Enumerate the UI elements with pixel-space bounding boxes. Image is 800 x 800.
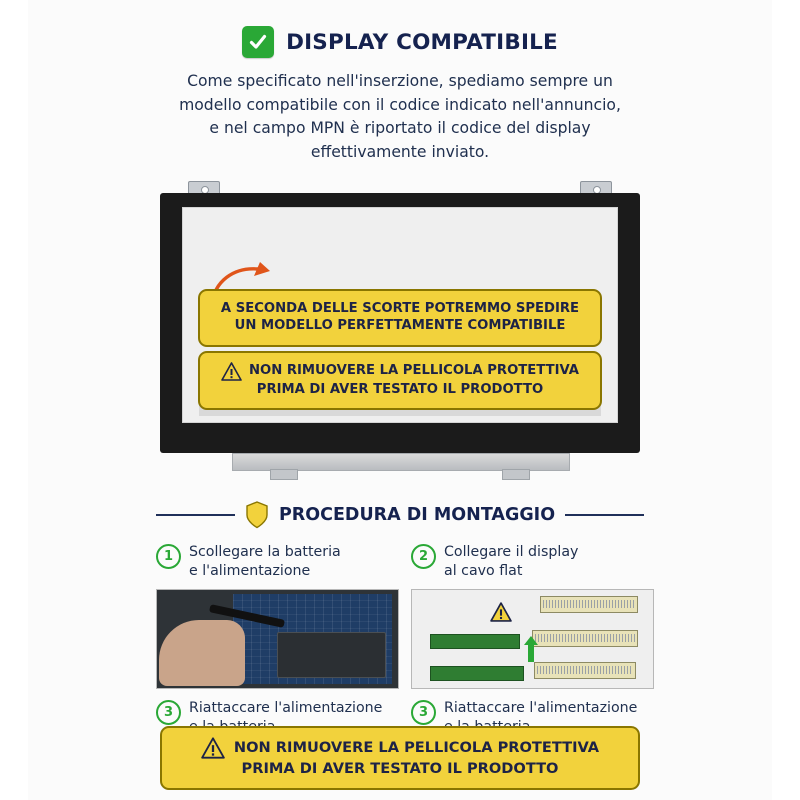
intro-paragraph bbox=[150, 70, 650, 165]
page-title: DISPLAY COMPATIBILE bbox=[286, 29, 558, 55]
shield-icon bbox=[245, 501, 269, 529]
callout-film-line-2: PRIMA DI AVER TESTATO IL PRODOTTO bbox=[256, 381, 544, 397]
step-label-line-1: Riattaccare l'alimentazione bbox=[444, 700, 638, 717]
panel-foot-tab-right bbox=[502, 469, 530, 480]
procedure-header bbox=[150, 501, 650, 529]
footer-warning-banner bbox=[160, 726, 640, 790]
flat-cable-connector-mid bbox=[532, 630, 638, 647]
step-label-line-2: e l'alimentazione bbox=[189, 562, 311, 579]
intro-line-3: e nel campo MPN è riportato il codice del display bbox=[209, 119, 591, 138]
procedure-title: PROCEDURA DI MONTAGGIO bbox=[278, 504, 556, 525]
header bbox=[150, 0, 650, 58]
flat-cable-connector-top bbox=[540, 596, 638, 613]
panel-foot-tab-left bbox=[270, 469, 298, 480]
check-badge-icon bbox=[242, 26, 274, 58]
step-item bbox=[156, 543, 397, 581]
callout-stock-line-1: A SECONDA DELLE SCORTE POTREMMO SPEDIRE bbox=[220, 300, 580, 316]
battery-pack bbox=[277, 632, 386, 678]
flat-cable-connect-photo bbox=[411, 589, 654, 689]
step-column-2 bbox=[411, 543, 652, 738]
step-label-line-2: al cavo flat bbox=[444, 562, 523, 579]
intro-line-1: Come specificato nell'inserzione, spediamo sempre un bbox=[187, 72, 613, 90]
display-panel-illustration bbox=[150, 181, 650, 491]
flat-cable-green-bottom bbox=[430, 666, 524, 681]
step-number: 2 bbox=[411, 544, 436, 569]
right-margin bbox=[772, 0, 800, 800]
step-label bbox=[444, 543, 578, 581]
callout-film-warning bbox=[198, 351, 602, 411]
step-item bbox=[411, 543, 652, 581]
intro-line-4: effettivamente inviato. bbox=[310, 143, 490, 162]
procedure-steps bbox=[150, 543, 650, 738]
callout-film-line-1: NON RIMUOVERE LA PELLICOLA PROTETTIVA bbox=[248, 363, 580, 379]
left-margin bbox=[0, 0, 28, 800]
step-label-line-1: Collegare il display bbox=[444, 543, 579, 560]
warning-triangle-icon bbox=[201, 737, 225, 759]
flat-cable-connector-bottom bbox=[534, 662, 636, 679]
divider-right bbox=[565, 514, 644, 516]
callout-stock-notice bbox=[198, 289, 602, 347]
content-column bbox=[150, 0, 650, 800]
divider-left bbox=[156, 514, 235, 516]
warning-triangle-icon bbox=[221, 362, 242, 381]
callout-stock-line-2: UN MODELLO PERFETTAMENTE COMPATIBILE bbox=[234, 318, 566, 334]
step-label-line-1: Riattaccare l'alimentazione bbox=[189, 700, 383, 717]
intro-line-2: modello compatibile con il codice indicato nell'annuncio, bbox=[179, 95, 621, 114]
step-number: 3 bbox=[156, 700, 181, 725]
step-number: 1 bbox=[156, 544, 181, 569]
step-label-line-1: Scollegare la batteria bbox=[189, 543, 341, 560]
insert-direction-arrow-icon bbox=[524, 636, 538, 662]
flat-cable-green-left bbox=[430, 634, 520, 649]
footer-line-1: NON RIMUOVERE LA PELLICOLA PROTETTIVA bbox=[233, 738, 600, 756]
step-column-1 bbox=[156, 543, 397, 738]
warning-triangle-icon bbox=[490, 602, 512, 626]
hand bbox=[159, 620, 245, 686]
laptop-battery-disconnect-photo bbox=[156, 589, 399, 689]
footer-line-2: PRIMA DI AVER TESTATO IL PRODOTTO bbox=[241, 759, 559, 777]
step-label bbox=[189, 543, 341, 581]
step-number: 3 bbox=[411, 700, 436, 725]
